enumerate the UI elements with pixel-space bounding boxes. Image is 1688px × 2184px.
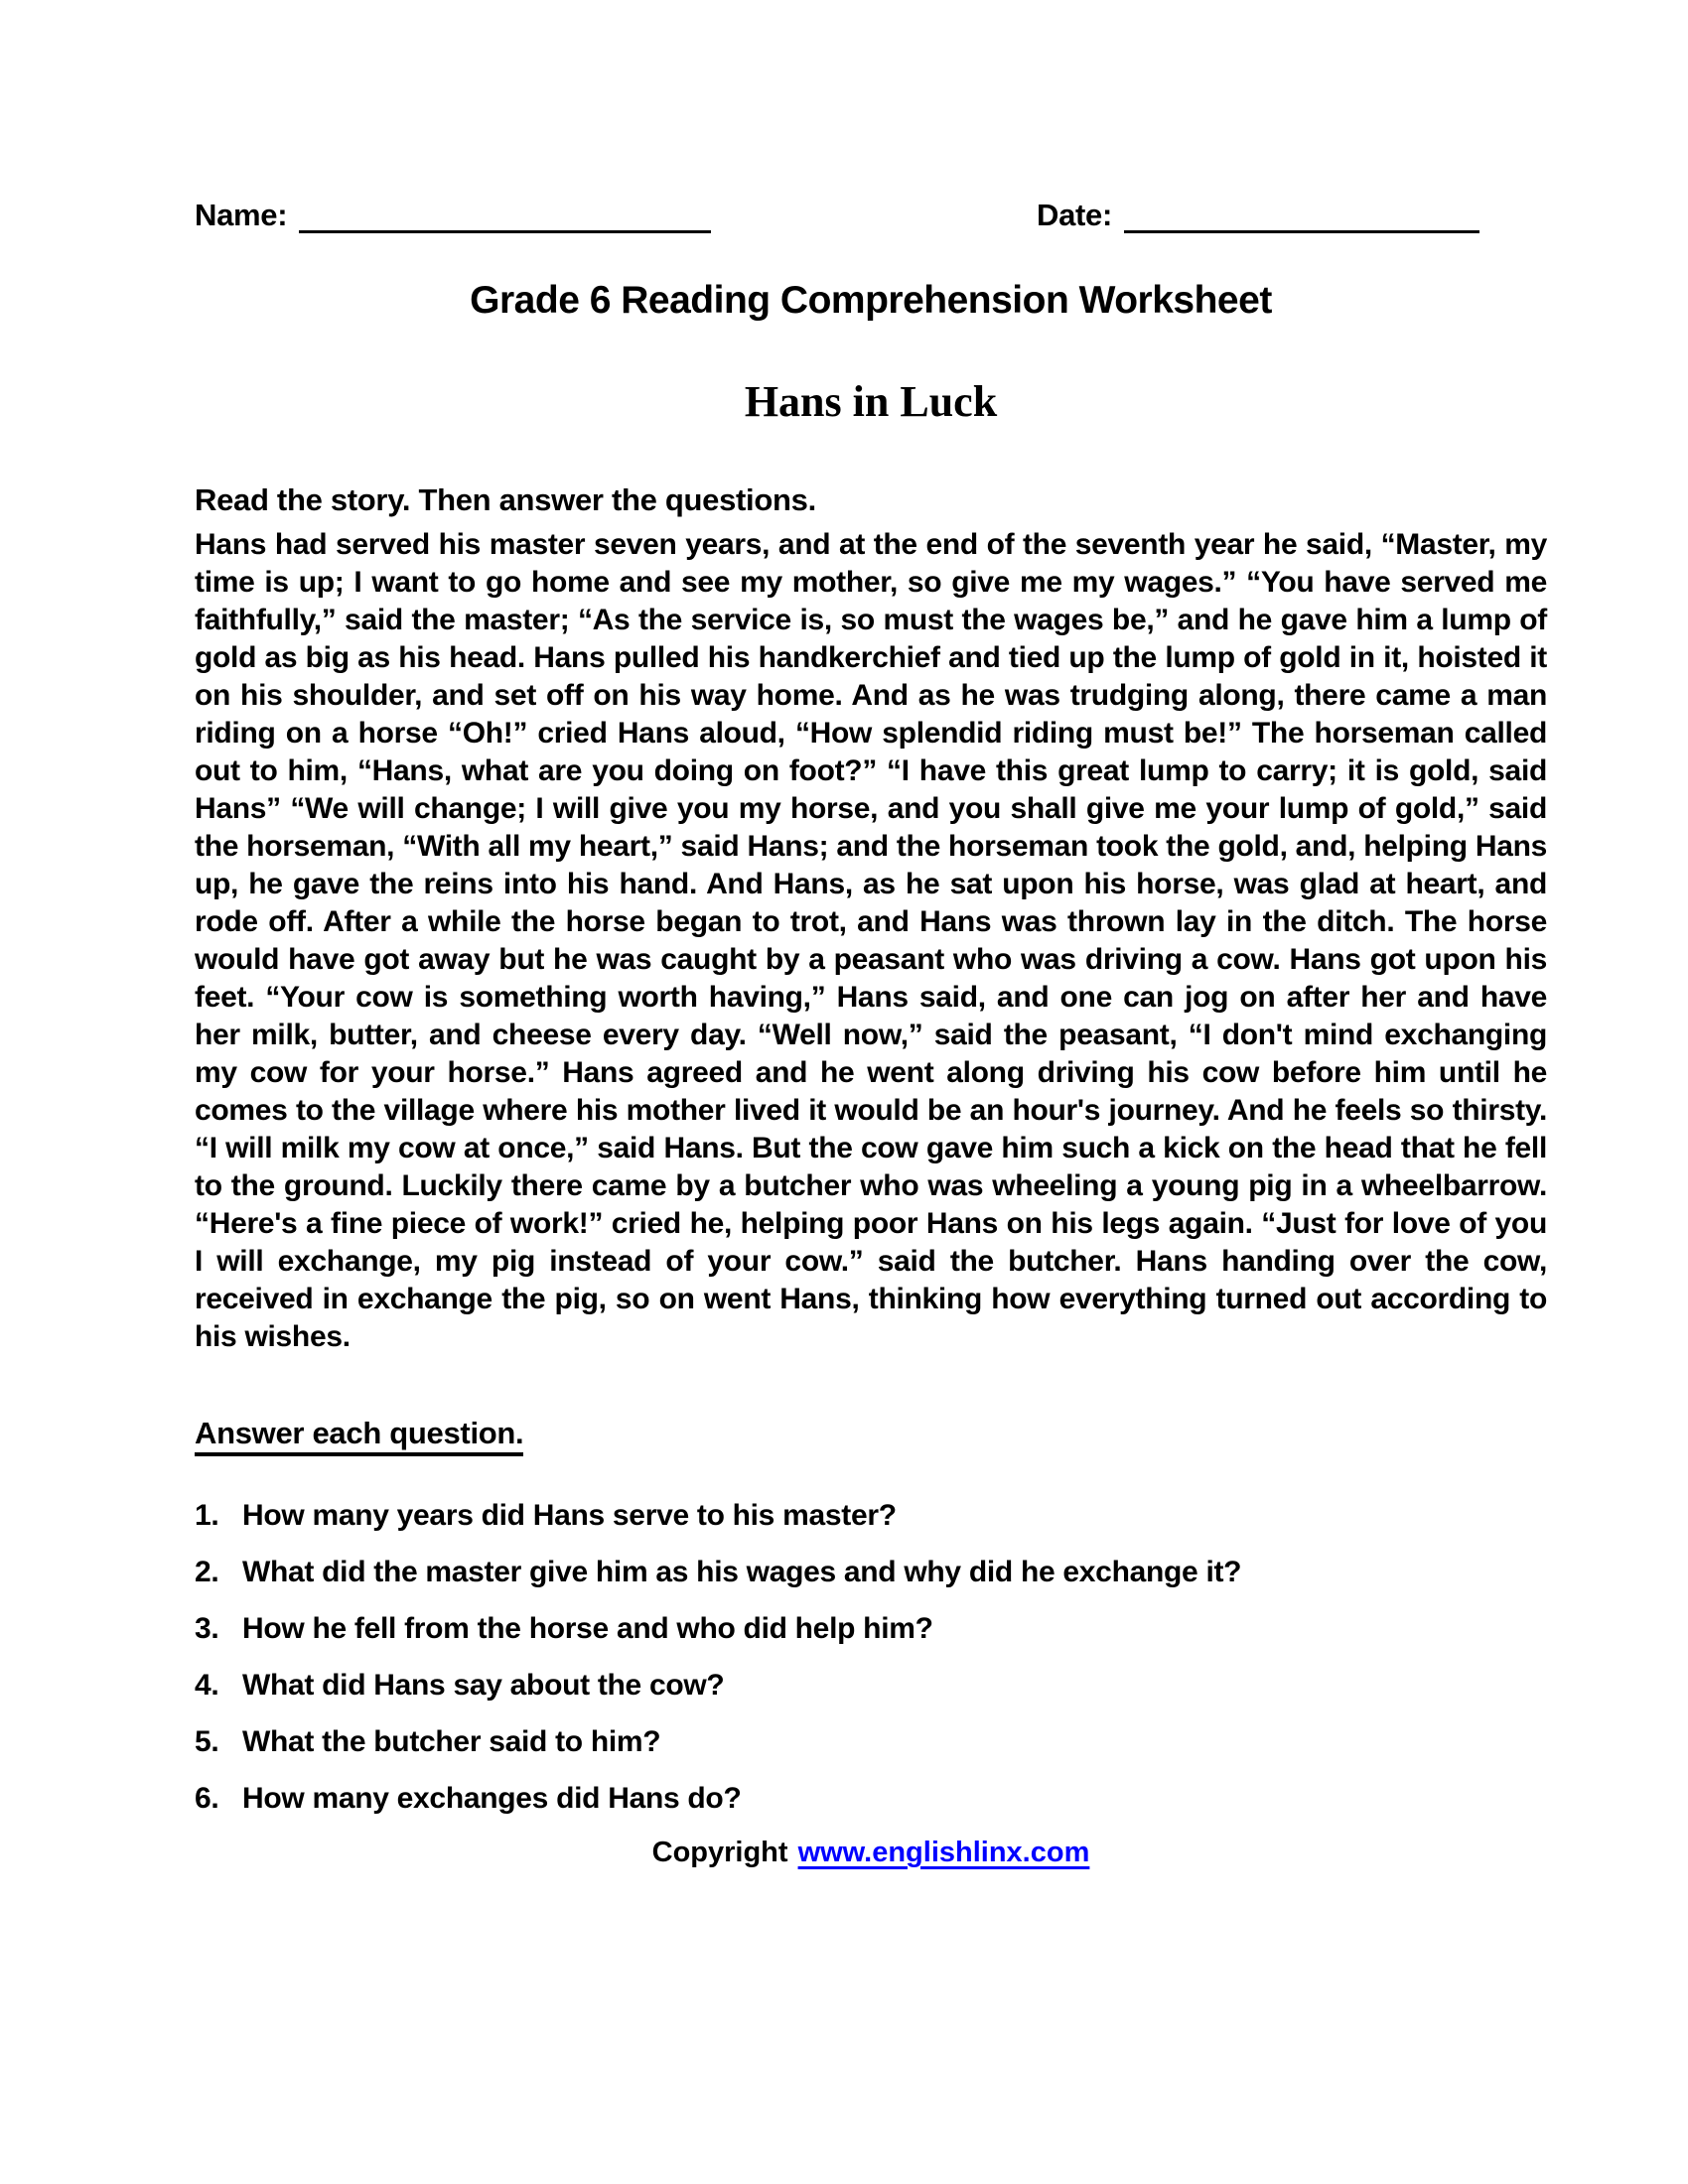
- question-text: What did the master give him as his wages and why did he exchange it?: [242, 1556, 1242, 1588]
- date-field: [1037, 197, 1479, 233]
- question-item-4: [195, 1667, 1547, 1705]
- copyright-line: [195, 1837, 1547, 1869]
- read-instruction: Read the story. Then answer the questions.: [195, 482, 816, 517]
- question-number: 6.: [195, 1782, 219, 1815]
- answer-instruction: Answer each question.: [195, 1416, 523, 1456]
- date-label: Date:: [1036, 198, 1112, 232]
- date-blank-line: [1124, 197, 1479, 233]
- name-date-row: [195, 197, 1547, 233]
- answer-section-heading: [195, 1416, 1547, 1451]
- question-number: 3.: [195, 1612, 219, 1645]
- worksheet-content: [195, 197, 1547, 1869]
- question-text: How he fell from the horse and who did help him?: [242, 1612, 933, 1645]
- story-title: Hans in Luck: [744, 377, 998, 426]
- question-list: [195, 1497, 1547, 1818]
- name-label: Name:: [195, 198, 288, 232]
- question-item-5: [195, 1723, 1547, 1761]
- question-text: What did Hans say about the cow?: [242, 1669, 725, 1702]
- question-number: 1.: [195, 1499, 219, 1532]
- question-item-6: [195, 1780, 1547, 1818]
- story-text: Hans had served his master seven years, and at the end of the seventh year he said, “Master, my time is up; I want to go home and see my mother, so give me my wages.” “You have served me faithfully,” said the master; “As the service is, so must the wages be,” and he gave him a lump of gold as big as his head. Hans pulled his handkerchief and tied up the lump of gold in it, hoisted it on his shoulder, and set off on his way home. And as he was trudging along, there came a man riding on a horse “Oh!” cried Hans aloud, “How splendid riding must be!” The horseman called out to him, “Hans, what are you doing on foot?” “I have this great lump to carry; it is gold, said Hans” “We will change; I will give you my horse, and you shall give me your lump of gold,” said the horseman, “With all my heart,” said Hans; and the horseman took the gold, and, helping Hans up, he gave the reins into his hand. And Hans, as he sat upon his horse, was glad at heart, and rode off. After a while the horse began to trot, and Hans was thrown lay in the ditch. The horse would have got away but he was caught by a peasant who was driving a cow. Hans got upon his feet. “Your cow is something worth having,” Hans said, and one can jog on after her and have her milk, butter, and cheese every day. “Well now,” said the peasant, “I don't mind exchanging my cow for your horse.” Hans agreed and he went along driving his cow before him until he comes to the village where his mother lived it would be an hour's journey. And he feels so thirsty. “I will milk my cow at once,” said Hans. But the cow gave him such a kick on the head that he fell to the ground. Luckily there came by a butcher who was wheeling a young pig in a wheelbarrow. “Here's a fine piece of work!” cried he, helping poor Hans on his legs again. “Just for love of you I will exchange, my pig instead of your cow.” said the butcher. Hans handing over the cow, received in exchange the pig, so on went Hans, thinking how everything turned out according to his wishes.: [195, 528, 1547, 1353]
- englishlinx-link[interactable]: www.englishlinx.com: [797, 1837, 1090, 1868]
- question-text: What the butcher said to him?: [242, 1725, 661, 1758]
- question-item-3: [195, 1610, 1547, 1648]
- question-number: 5.: [195, 1725, 219, 1758]
- question-item-1: [195, 1497, 1547, 1535]
- question-number: 2.: [195, 1556, 219, 1588]
- question-item-2: [195, 1554, 1547, 1591]
- name-field: [195, 197, 711, 233]
- question-text: How many years did Hans serve to his master?: [242, 1499, 897, 1532]
- copyright-label: Copyright: [651, 1837, 788, 1868]
- worksheet-title: Grade 6 Reading Comprehension Worksheet: [470, 279, 1272, 322]
- question-text: How many exchanges did Hans do?: [242, 1782, 742, 1815]
- name-blank-line: [299, 197, 711, 233]
- question-number: 4.: [195, 1669, 219, 1702]
